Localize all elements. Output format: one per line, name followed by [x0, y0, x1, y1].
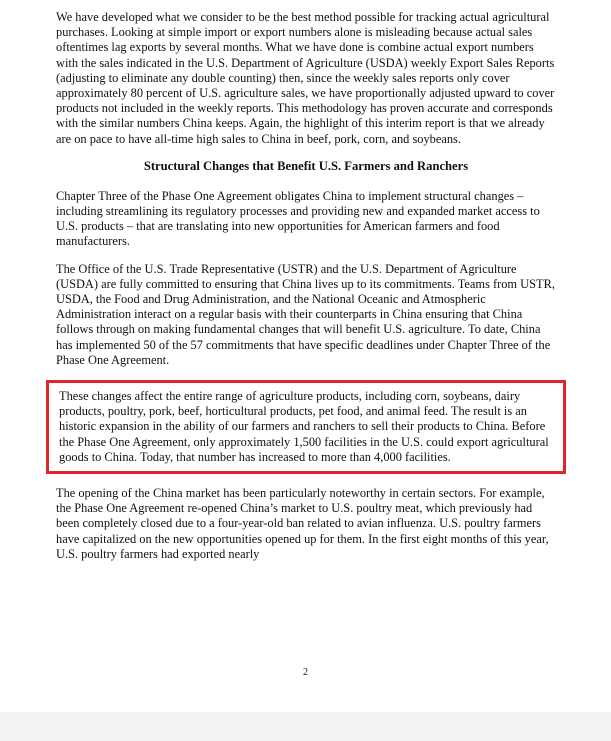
- paragraph-china-market: The opening of the China market has been particularly noteworthy in certain sectors. For example, the Phase One Agreement re-opened China’s market to U.S. poultry meat, which previously had been completely closed due to a four-year-old ban related to avian influenza. U.S. poultry farmers have capitalized on the new opportunities opened up for them. In the first eight months of this year, U.S. poultry farmers had exported nearly: [56, 486, 549, 561]
- paragraph-ustr-usda: The Office of the U.S. Trade Representative (USTR) and the U.S. Department of Agriculture (USDA) are fully committed to ensuring that China lives up to its commitments. Teams from USTR, USDA, the Food and Drug Administration, and the National Oceanic and Atmospheric Administration interact on a regular basis with their counterparts in China ensuring that China follows through on making fundamental changes that will benefit U.S. agriculture. To date, China has implemented 50 of the 57 commitments that have specific deadlines under Chapter Three of the Phase One Agreement.: [56, 261, 555, 367]
- paragraph-tracking-method: We have developed what we consider to be the best method possible for tracking actual agricultural purchases. Looking at simple import or export numbers alone is misleading because actual sales oftentimes lag exports by several months. What we have done is combine actual export numbers with the sales indicated in the U.S. Department of Agriculture (USDA) weekly Export Sales Reports (adjusting to eliminate any double counting) then, since the weekly sales reports only cover approximately 80 percent of U.S. agriculture sales, we have proportionally adjusted upward to cover products not included in the weekly reports. This methodology has proven accurate and corresponds with the similar numbers China keeps. Again, the highlight of this interim report is that we already are on pace to have all-time high sales to China in beef, pork, corn, and soybeans.: [56, 10, 555, 146]
- page-number: 2: [303, 667, 308, 678]
- paragraph-chapter-three: Chapter Three of the Phase One Agreement obligates China to implement structural changes – including streamlining its regulatory processes and providing new and expanded market access to U.S. products – that are translating into new opportunities for American farmers and food manufacturers.: [56, 188, 540, 249]
- page-content: [56, 10, 556, 574]
- paragraph-highlighted-changes: These changes affect the entire range of agriculture products, including corn, soybeans, dairy products, poultry, pork, beef, horticultural products, pet food, and animal feed. The result is an historic expansion in the ability of our farmers and ranchers to sell their products to China. Before the Phase One Agreement, only approximately 1,500 facilities in the U.S. could export agricultural goods to China. Today, that number has increased to more than 4,000 facilities.: [59, 389, 549, 464]
- section-heading: Structural Changes that Benefit U.S. Farmers and Ranchers: [143, 158, 469, 173]
- highlight-box: [46, 380, 566, 474]
